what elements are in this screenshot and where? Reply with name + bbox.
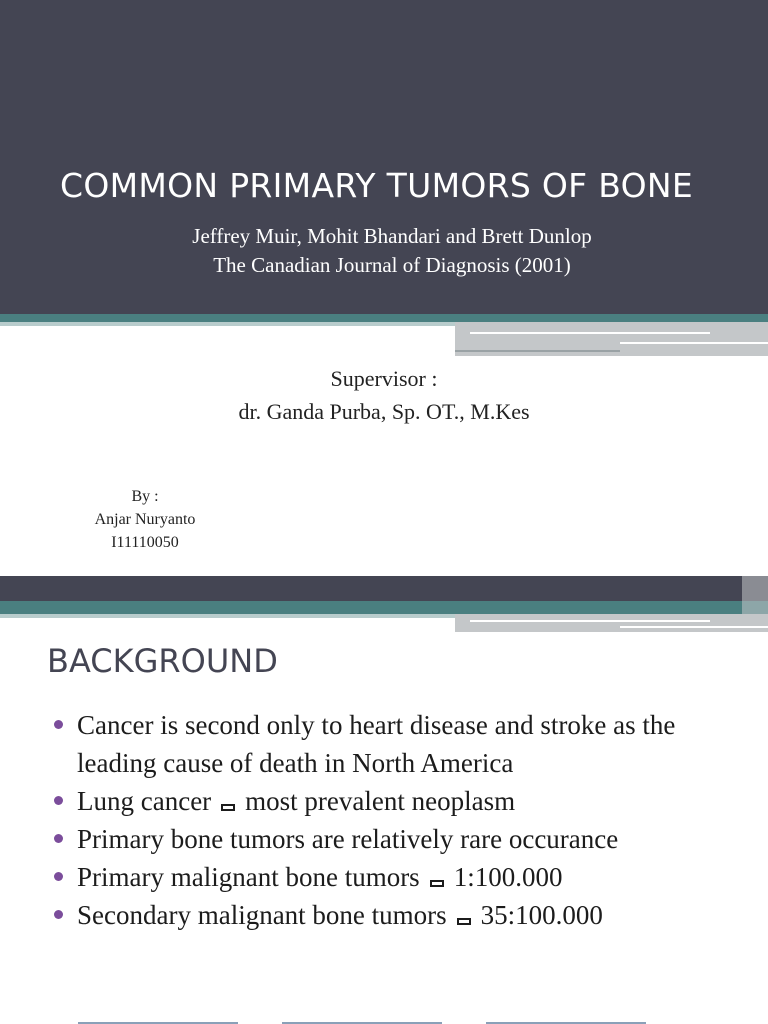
purple-round-bullet-icon	[54, 910, 63, 919]
teal-stripe	[0, 314, 768, 322]
bullet-text: Lung cancer	[77, 786, 212, 816]
purple-round-bullet-icon	[54, 834, 63, 843]
bullet-list	[52, 706, 752, 934]
teal-stripe	[0, 601, 768, 614]
journal-line: The Canadian Journal of Diagnosis (2001)	[213, 253, 571, 277]
bullet-item	[52, 706, 752, 782]
purple-round-bullet-icon	[54, 872, 63, 881]
presenter-name: Anjar Nuryanto	[94, 511, 196, 528]
supervisor-label: Supervisor :	[330, 366, 438, 391]
bullet-text: Cancer is second only to heart disease and stroke as the leading cause of death in North America	[77, 710, 676, 778]
accent-line	[455, 350, 620, 352]
by-label: By :	[131, 488, 159, 505]
arrow-symbol-icon	[457, 918, 471, 925]
bullet-item	[52, 820, 752, 858]
background-slide	[0, 576, 768, 1024]
bullet-text: Primary malignant bone tumors	[77, 862, 420, 892]
purple-round-bullet-icon	[54, 720, 63, 729]
corner-accent	[742, 576, 768, 614]
bullet-text: most prevalent neoplasm	[245, 786, 516, 816]
authors-line: Jeffrey Muir, Mohit Bhandari and Brett Dunlop	[192, 224, 592, 248]
bullet-text: 35:100.000	[480, 900, 603, 930]
bullet-text: Secondary malignant bone tumors	[77, 900, 447, 930]
bullet-text: 1:100.000	[453, 862, 563, 892]
grey-accent-block	[455, 614, 768, 632]
arrow-symbol-icon	[221, 804, 235, 811]
bullet-item	[52, 896, 752, 934]
section-title: BACKGROUND	[47, 642, 278, 680]
accent-line	[620, 626, 768, 628]
bullet-text: Primary bone tumors are relatively rare occurance	[77, 824, 619, 854]
bullet-item	[52, 858, 752, 896]
accent-line	[470, 620, 710, 622]
accent-line	[470, 332, 710, 334]
arrow-symbol-icon	[430, 880, 444, 887]
student-id: I11110050	[111, 534, 179, 551]
bullet-item	[52, 782, 752, 820]
presentation-title: COMMON PRIMARY TUMORS OF BONE	[60, 166, 694, 205]
accent-line	[620, 342, 768, 344]
purple-round-bullet-icon	[54, 796, 63, 805]
supervisor-name: dr. Ganda Purba, Sp. OT., M.Kes	[238, 399, 530, 424]
